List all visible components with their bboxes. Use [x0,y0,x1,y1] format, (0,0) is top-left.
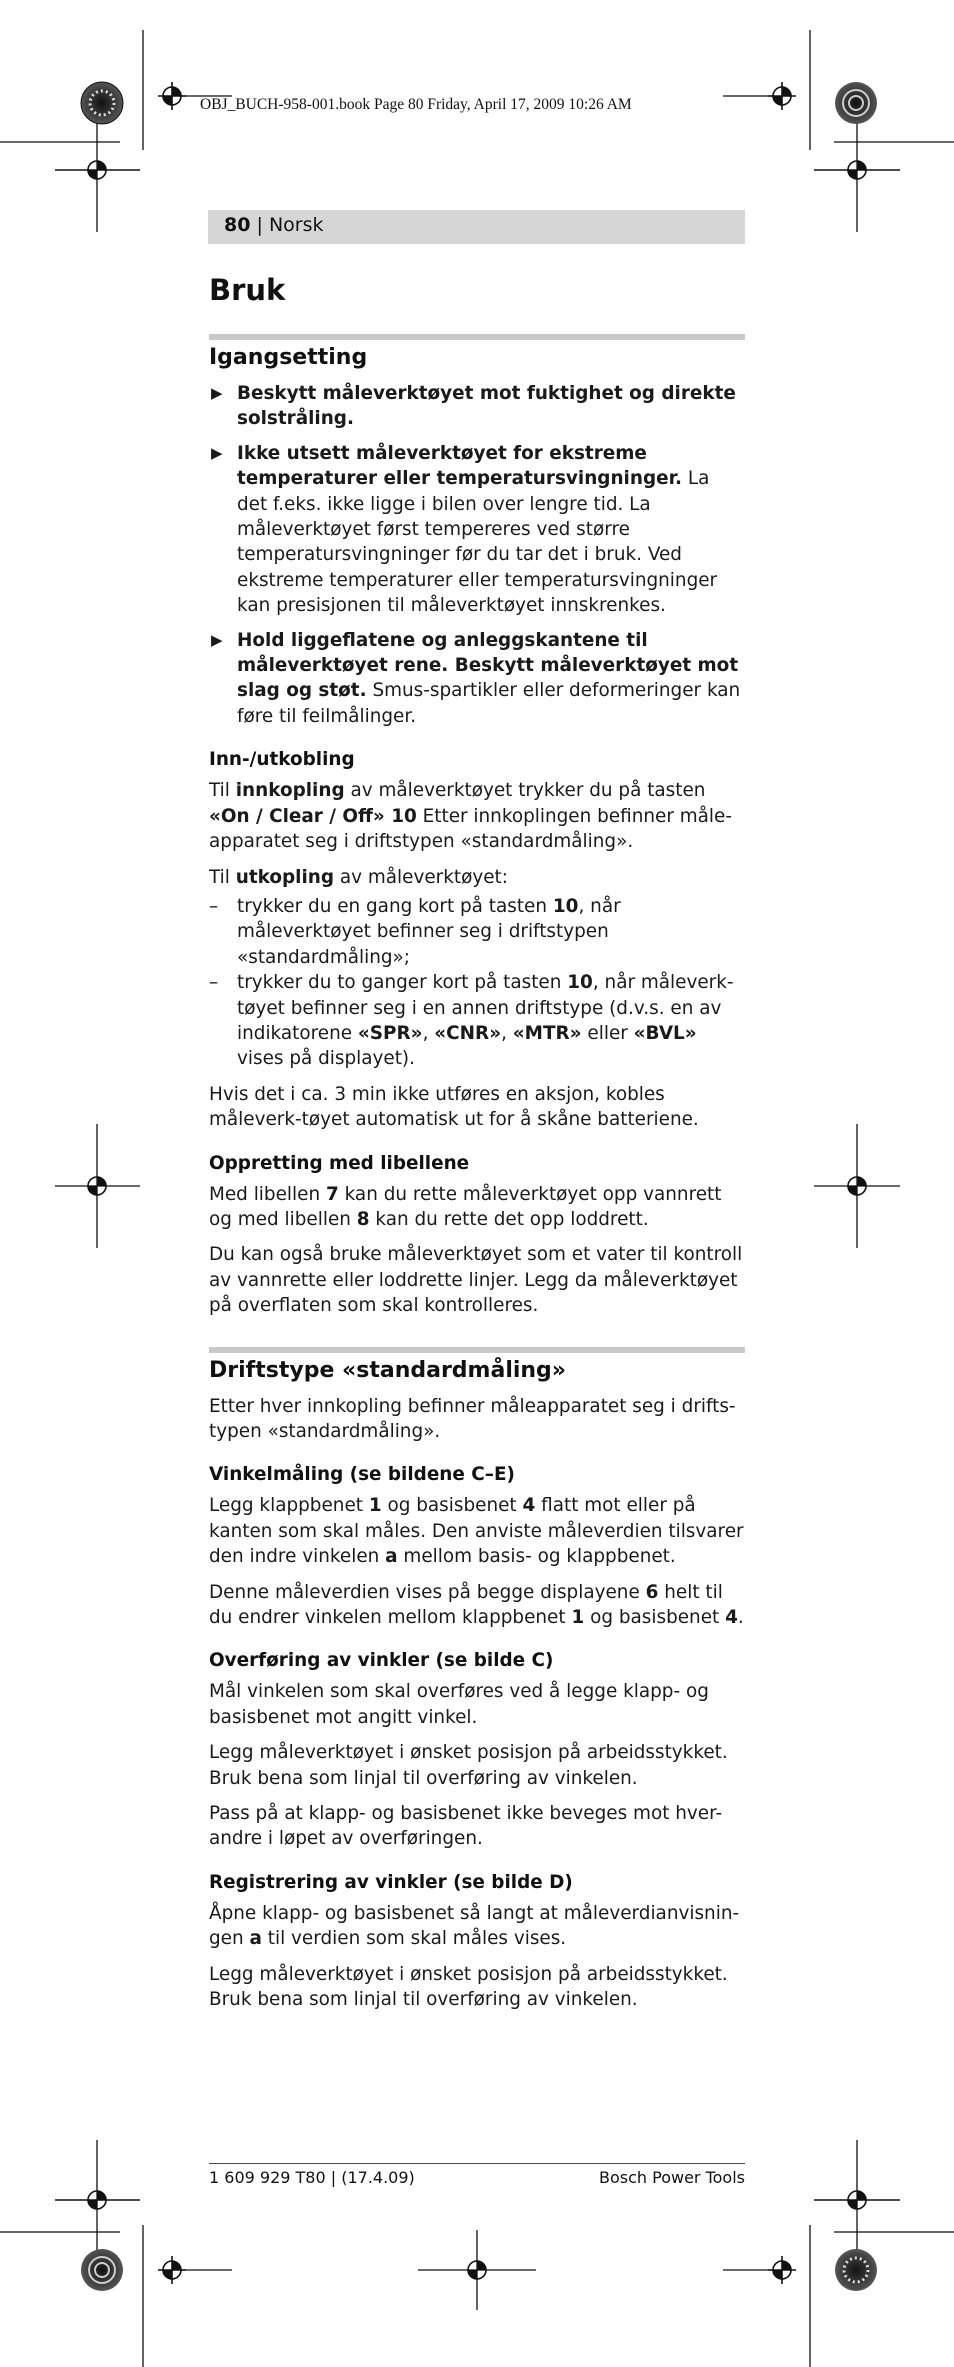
auto-off-paragraph: Hvis det i ca. 3 min ikke utføres en aksjon, kobles måleverk-tøyet automatisk ut for å skåne batteriene. [209,1083,699,1131]
main-title: Bruk [209,273,286,307]
footer-doc-number: 1 609 929 T80 | (17.4.09) [209,2168,415,2187]
footer-brand: Bosch Power Tools [599,2168,745,2187]
list-item: – trykker du to ganger kort på tasten 10, når måleverk-tøyet befinner seg i en annen driftstype (d.v.s. en av indikatorene «SPR», «CNR», «MTR» eller «BVL» vises på displayet). [209,972,734,1070]
section-title-igangsetting: Igangsetting [209,345,368,370]
header-language: Norsk [268,214,324,236]
list-item: ▶ Hold liggeflatene og anleggskantene til måleverktøyet rene. Beskytt måleverktøyet mot slag og støt. Smus-spartikler eller deformeringer kan føre til feilmålinger. [211,629,741,727]
list-item: – trykker du en gang kort på tasten 10, når måleverktøyet befinner seg i driftstypen «standardmåling»; [209,895,621,968]
subsection-title-onoff: Inn-/utkobling [209,749,355,771]
register-paragraph-1: Åpne klapp- og basisbenet så langt at måleverdianvisnin-gen a til verdien som skal måles vises. [209,1902,740,1950]
section-divider [209,1347,745,1353]
header-separator: | [250,214,269,236]
angle-paragraph: Legg klappbenet 1 og basisbenet 4 flatt mot eller på kanten som skal måles. Den anviste måleverdien tilsvarer den indre vinkelen a mellom basis- og klappbenet. [209,1495,744,1568]
section-divider [209,334,745,340]
page-number: 80 [224,214,251,236]
triangle-bullet-icon: ▶ [211,384,223,402]
section-title-standard-mode: Driftstype «standardmåling» [209,1357,567,1383]
transfer-paragraph-1: Mål vinkelen som skal overføres ved å legge klapp- og basisbenet mot angitt vinkel. [209,1681,709,1728]
switch-off-paragraph: Til utkopling av måleverktøyet: [209,866,508,888]
page-header [224,214,324,236]
list-item: ▶ Ikke utsett måleverktøyet for ekstreme temperaturer eller temperatursvingninger. La det f.eks. ikke ligge i bilen over lengre tid. La måleverktøyet først tempereres ved større temperatursvingninger før du tar det i bruk. Ved ekstreme temperaturer eller temperatursvingninger kan presisjonen til måleverktøyet innskrenkes. [211,442,718,617]
subsection-title-angle: Vinkelmåling (se bildene C–E) [209,1464,515,1486]
onoff-paragraph: Til innkopling av måleverktøyet trykker du på tasten «On / Clear / Off» 10 Etter innkoplingen befinner måle-apparatet seg i driftstypen «standardmåling». [209,780,732,853]
triangle-bullet-icon: ▶ [211,630,223,649]
safety-bullet-list [209,381,745,729]
footer-rule [209,2163,745,2164]
list-item: ▶ Beskytt måleverktøyet mot fuktighet og direkte solstråling. [211,383,736,430]
book-slug-line: OBJ_BUCH-958-001.book Page 80 Friday, April 17, 2009 10:26 AM [200,96,632,113]
page-content [209,272,745,2023]
switch-off-list [209,894,745,1072]
standard-mode-intro: Etter hver innkopling befinner måleapparatet seg i drifts-typen «standardmåling». [209,1395,736,1442]
triangle-bullet-icon: ▶ [211,443,223,462]
subsection-title-register: Registrering av vinkler (se bilde D) [209,1871,573,1893]
angle-paragraph-2: Denne måleverdien vises på begge displayene 6 helt til du endrer vinkelen mellom klappbenet 1 og basisbenet 4. [209,1581,744,1629]
subsection-title-level: Oppretting med libellene [209,1152,470,1174]
level-paragraph: Med libellen 7 kan du rette måleverktøyet opp vannrett og med libellen 8 kan du rette det opp loddrett. [209,1183,722,1230]
level-paragraph-2: Du kan også bruke måleverktøyet som et vater til kontroll av vannrette eller loddrette linjer. Legg da måleverktøyet på overflaten som skal kontrolleres. [209,1244,743,1317]
subsection-title-transfer: Overføring av vinkler (se bilde C) [209,1650,554,1672]
register-paragraph-2: Legg måleverktøyet i ønsket posisjon på arbeidsstykket. Bruk bena som linjal til overføring av vinkelen. [209,1963,728,2011]
transfer-paragraph-2: Legg måleverktøyet i ønsket posisjon på arbeidsstykket. Bruk bena som linjal til overføring av vinkelen. [209,1742,728,1789]
transfer-paragraph-3: Pass på at klapp- og basisbenet ikke beveges mot hver-andre i løpet av overføringen. [209,1803,723,1850]
